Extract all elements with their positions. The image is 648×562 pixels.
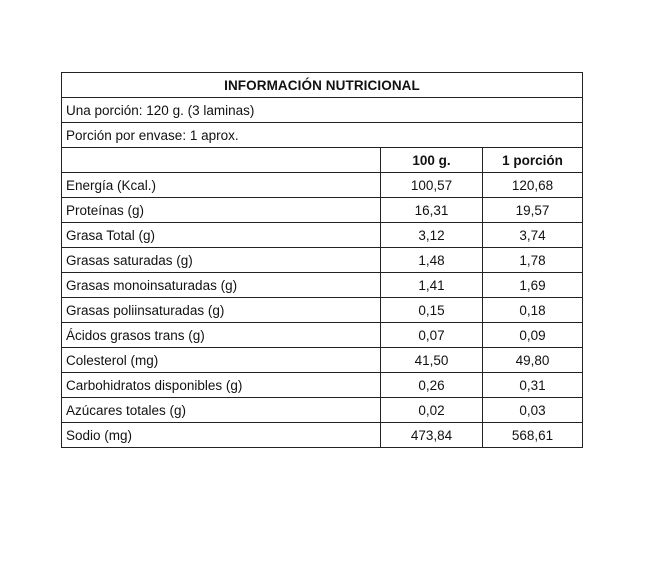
value-per-serving: 49,80	[483, 348, 583, 373]
value-per-serving: 1,69	[483, 273, 583, 298]
table-row	[62, 173, 583, 198]
header-label	[62, 148, 381, 173]
value-per-100g: 0,26	[381, 373, 483, 398]
table-row	[62, 298, 583, 323]
servings-per-pack-row	[62, 123, 583, 148]
nutrient-label: Grasa Total (g)	[62, 223, 381, 248]
nutrient-label: Ácidos grasos trans (g)	[62, 323, 381, 348]
nutrition-table	[61, 72, 583, 448]
value-per-serving: 0,31	[483, 373, 583, 398]
value-per-100g: 0,15	[381, 298, 483, 323]
nutrient-label: Carbohidratos disponibles (g)	[62, 373, 381, 398]
nutrient-label: Energía (Kcal.)	[62, 173, 381, 198]
table-title: INFORMACIÓN NUTRICIONAL	[62, 73, 583, 98]
serving-size: Una porción: 120 g. (3 laminas)	[62, 98, 583, 123]
header-per-serving: 1 porción	[483, 148, 583, 173]
nutrient-label: Azúcares totales (g)	[62, 398, 381, 423]
table-row	[62, 198, 583, 223]
nutrient-label: Sodio (mg)	[62, 423, 381, 448]
table-row	[62, 223, 583, 248]
value-per-serving: 568,61	[483, 423, 583, 448]
nutrient-label: Grasas saturadas (g)	[62, 248, 381, 273]
value-per-100g: 100,57	[381, 173, 483, 198]
value-per-serving: 1,78	[483, 248, 583, 273]
table-row	[62, 423, 583, 448]
title-row	[62, 73, 583, 98]
table-row	[62, 373, 583, 398]
value-per-100g: 0,07	[381, 323, 483, 348]
value-per-100g: 3,12	[381, 223, 483, 248]
header-per-100g: 100 g.	[381, 148, 483, 173]
value-per-serving: 0,03	[483, 398, 583, 423]
value-per-100g: 473,84	[381, 423, 483, 448]
nutrient-label: Grasas poliinsaturadas (g)	[62, 298, 381, 323]
table-row	[62, 323, 583, 348]
value-per-serving: 0,18	[483, 298, 583, 323]
nutrient-label: Proteínas (g)	[62, 198, 381, 223]
nutrient-label: Grasas monoinsaturadas (g)	[62, 273, 381, 298]
value-per-serving: 0,09	[483, 323, 583, 348]
value-per-100g: 41,50	[381, 348, 483, 373]
servings-per-pack: Porción por envase: 1 aprox.	[62, 123, 583, 148]
value-per-serving: 3,74	[483, 223, 583, 248]
value-per-serving: 19,57	[483, 198, 583, 223]
value-per-serving: 120,68	[483, 173, 583, 198]
value-per-100g: 0,02	[381, 398, 483, 423]
serving-row	[62, 98, 583, 123]
table-row	[62, 248, 583, 273]
table-row	[62, 348, 583, 373]
header-row	[62, 148, 583, 173]
nutrient-label: Colesterol (mg)	[62, 348, 381, 373]
value-per-100g: 1,48	[381, 248, 483, 273]
table-row	[62, 273, 583, 298]
table-row	[62, 398, 583, 423]
value-per-100g: 1,41	[381, 273, 483, 298]
value-per-100g: 16,31	[381, 198, 483, 223]
